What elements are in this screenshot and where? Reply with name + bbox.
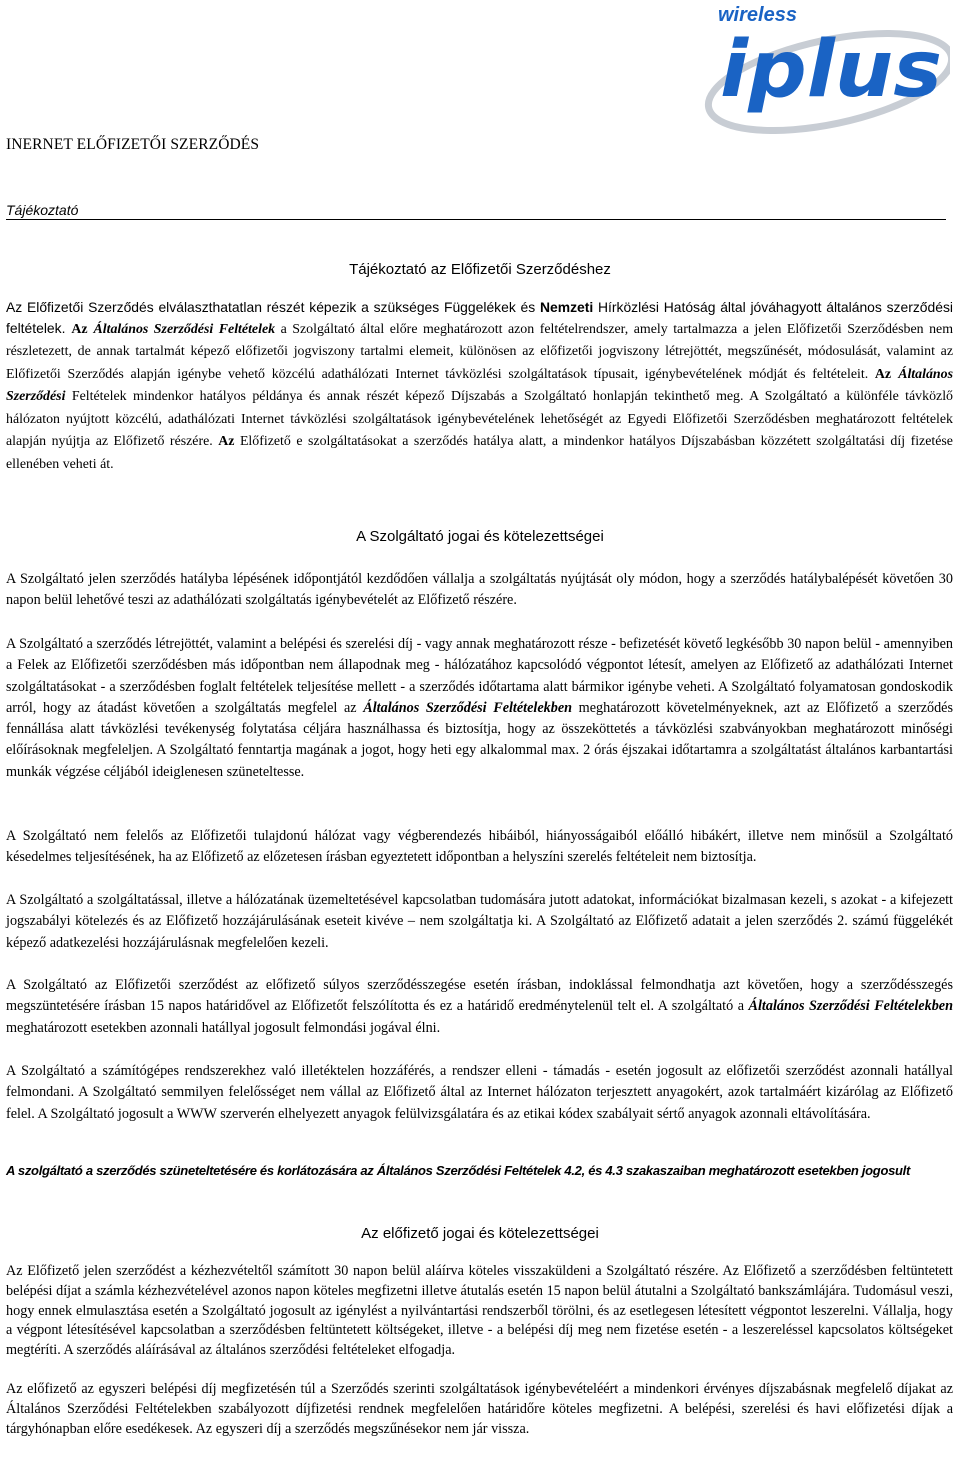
section-tab-tajekoztato: Tájékoztató: [6, 202, 946, 220]
provider-paragraph-5: A Szolgáltató az Előfizetői szerződést az előfizető súlyos szerződésszegése esetén írásban, indoklással felmondhatja azt követően, hogy a szerződésszegés megszüntetésére írásban 15 napos határidővel az Előfizetőt felszólította és ez a határidő eredménytelenül telt el. A szolgáltató a Általános Szerződési Feltételekben meghatározott esetekben azonnali hatállyal jogosult felmondási jogával élni.: [6, 977, 953, 1036]
subscriber-paragraph-1: Az Előfizető jelen szerződést a kézhezvételtől számított 30 napon belül aláírva köteles visszaküldeni a Szolgáltató részére. Az Előfizető a szerződésben feltüntetett belépési díjat a számla kézhezvételével azonos napon köteles megfizetni illetve átutalás esetén 15 napon belül átutalni a Szolgáltató bankszámlájára. Tudomásul veszi, hogy ennek elmulasztása esetén a Szolgáltató jogosult az igénylést a nyilvántartási rendszerből törölni, és az esetlegesen létesített végpontot leszerelni. Vállalja, hogy a végpont létesítésével kapcsolatban a szerződésben feltüntetett költségeket, illetve - a belépési díj meg nem fizetése esetén - a leszereléssel kapcsolatos költségeket megtéríti. A szerződés aláírásával az általános szerződési feltételeket elfogadja.: [6, 1263, 953, 1359]
provider-paragraph-4: A Szolgáltató a szolgáltatással, illetve a hálózatának üzemeltetésével kapcsolatban tudomására jutott adatokat, információkat bizalmasan kezeli, s azokat - a kifejezett jogszabályi kötelezés és az Előfizető hozzájárulásának eseteit kivéve – nem szolgáltatja ki. A Szolgáltató az Előfizető adatait a jelen szerződés 2. számú függelékét képező adatkezelési hozzájárulásnak megfelelően kezeli.: [6, 892, 953, 951]
logo-tagline: wireless: [718, 4, 797, 26]
provider-heading: A Szolgáltató jogai és kötelezettségei: [356, 528, 604, 545]
iplus-logo: [680, 4, 950, 134]
provider-paragraph-6: A Szolgáltató a számítógépes rendszerekhez való illetéktelen hozzáférés, a rendszer elleni - támadás - esetén jogosult az előfizetői szerződést azonnali hatállyal felmondani. A Szolgáltató semmilyen felelősséget nem vállal az Előfizető által az Internet hálózaton terjesztett anyagokért, azok tartalmáért kizárólag az Előfizető felel. A Szolgáltató jogosult a WWW szerverén elhelyezett anyagok felülvizsgálatára és az etikai kódex szabályait sértő anyagok azonnali eltávolítására.: [6, 1063, 953, 1122]
info-paragraph: Az Előfizetői Szerződés elválaszthatatlan részét képezik a szükséges Függelékek és Nemzeti Hírközlési Hatóság által jóváhagyott általános szerződési feltételek. Az Általános Szerződési Feltételek a Szolgáltató által előre meghatározott azon feltételrendszer, amely tartalmazza a jelen Előfizetői Szerződésben nem részletezett, de annak tartalmát képező előfizetői jogviszony tartalmi elemeit, különösen az előfizetői jogviszony létrejöttét, megszűnését, módosulását, valamint az Előfizetői Szerződés alapján igénybe vehető közcélú adathálózati Internet távközlési szolgáltatások típusait, igénybevételének módját és feltételeit. Az Általános Szerződési Feltételek mindenkor hatályos példánya és annak részét képező Díjszabás a Szolgáltató honlapján tekinthető meg. A Szolgáltató a különféle távközlő hálózaton nyújtott közcélú, adathálózati Internet távközlési szolgáltatások igénybevételének lehetőségét az Egyedi Előfizetői Szerződésben meghatározott feltételek alapján nyújtja az Előfizető részére. Az Előfizető e szolgáltatásokat a szerződés hatálya alatt, a mindenkor hatályos Díjszabásban közzétett szolgáltatási díj fizetése ellenében veheti át.: [6, 299, 953, 472]
logo-brand: iplus: [720, 25, 942, 115]
provider-paragraph-2: A Szolgáltató a szerződés létrejöttét, valamint a belépési és szerelési díj - vagy annak meghatározott része - befizetését követő legkésőbb 30 napon belül - amennyiben a Felek az Előfizetői szerződésben más időpontban nem állapodnak meg - hálózatához kapcsolódó végpontot létesít, amelyen az Előfizető az adathálózati Internet szolgáltatásokat - a szerződésben foglalt feltételek teljesítése mellett - a szerződés időtartama alatt bármikor igénybe veheti. A Szolgáltató folyamatosan gondoskodik arról, hogy az átadást követően a szolgáltatás megfelel az Általános Szerződési Feltételekben meghatározott követelményeknek, azt az Előfizető a szerződés fennállása alatt távközlési tevékenység folytatása céljára használhassa és biztosítja, hogy az összeköttetés a távközlési szabványokban meghatározott minőségi előírásoknak megfeleljen. A Szolgáltató fenntartja magának a jogot, hogy heti egy alkalommal max. 2 órás éjszakai időtartamra a szolgáltatást általános karbantartási munkák végzése céljából ideiglenesen szüneteltesse.: [6, 636, 953, 780]
provider-paragraph-3: A Szolgáltató nem felelős az Előfizetői tulajdonú hálózat vagy végberendezés hibáiból, hiányosságaiból előálló hibákért, illetve nem minősül a Szolgáltató késedelmes teljesítésének, ha az Előfizető az előzetesen írásban egyeztetett időpontban a helyszíni szerelés feltételeit nem biztosítja.: [6, 828, 953, 866]
provider-paragraph-1: A Szolgáltató jelen szerződés hatályba lépésének időpontjától kezdődően vállalja a szolgáltatás nyújtását oly módon, hogy a szerződés hatálybalépését követően 30 napon belül lehetővé teszi az adathálózati szolgáltatás igénybevételét az Előfizető részére.: [6, 571, 953, 609]
document-title: INERNET ELŐFIZETŐI SZERZŐDÉS: [6, 136, 260, 153]
subscriber-paragraph-2: Az előfizető az egyszeri belépési díj megfizetésén túl a Szerződés szerinti szolgáltatások igénybevételéért a mindenkori érvényes díjszabásnak megfelelő díjakat az Általános Szerződési Feltételekben szabályozott díjfizetési rendnek megfelelően határidőre köteles megfizetni. A belépési, szerelési és havi előfizetési díjak a tárgyhónapban előre esedékesek. Az egyszeri díj a szerződés megszűnésekor nem jár vissza.: [6, 1381, 953, 1437]
suspension-notice: A szolgáltató a szerződés szüneteltetésére és korlátozására az Általános Szerződési Feltételek 4.2, és 4.3 szakaszaiban meghatározott esetekben jogosult: [6, 1163, 910, 1178]
subscriber-heading: Az előfizető jogai és kötelezettségei: [361, 1225, 599, 1242]
info-heading: Tájékoztató az Előfizetői Szerződéshez: [349, 261, 611, 278]
